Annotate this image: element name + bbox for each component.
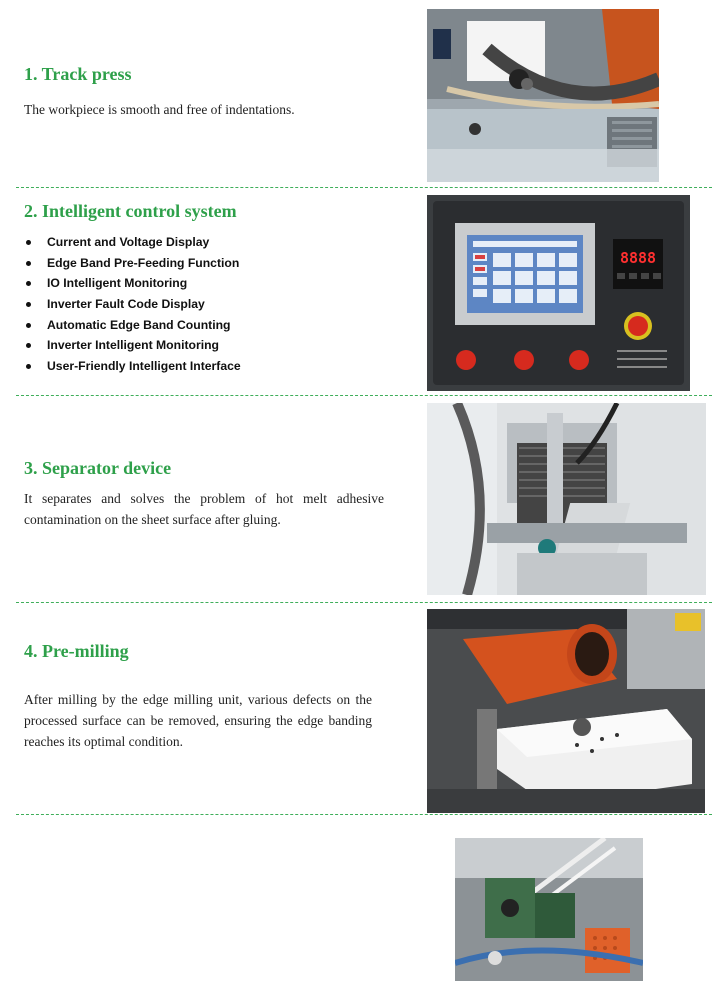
section-3-description: It separates and solves the problem of hot melt adhesive contamination on the sheet surface after gluing. — [24, 491, 384, 527]
separator-device-photo — [427, 403, 706, 595]
list-item: Inverter Fault Code Display — [24, 294, 241, 315]
section-1-description: The workpiece is smooth and free of indentations. — [24, 102, 295, 117]
section-divider — [16, 395, 712, 396]
section-4-title: 4. Pre-milling — [24, 641, 129, 661]
list-item: IO Intelligent Monitoring — [24, 273, 241, 294]
section-divider — [16, 814, 712, 815]
list-item: User-Friendly Intelligent Interface — [24, 356, 241, 377]
feature-list — [24, 232, 241, 377]
temperature-display: 8888 — [619, 249, 657, 267]
list-item: Current and Voltage Display — [24, 232, 241, 253]
section-divider — [16, 187, 712, 188]
track-press-photo — [427, 9, 659, 182]
pre-milling-photo — [427, 609, 705, 813]
unit-detail-photo — [455, 838, 643, 981]
section-divider — [16, 602, 712, 603]
section-3-title: 3. Separator device — [24, 458, 172, 478]
section-1-title: 1. Track press — [24, 64, 132, 84]
section-4-description: After milling by the edge milling unit, various defects on the processed surface can be removed, ensuring the edge banding reaches its optimal condition. — [24, 692, 372, 749]
control-panel-photo — [427, 195, 690, 391]
section-2-title: 2. Intelligent control system — [24, 201, 237, 221]
list-item: Automatic Edge Band Counting — [24, 315, 241, 336]
list-item: Inverter Intelligent Monitoring — [24, 335, 241, 356]
list-item: Edge Band Pre-Feeding Function — [24, 253, 241, 274]
